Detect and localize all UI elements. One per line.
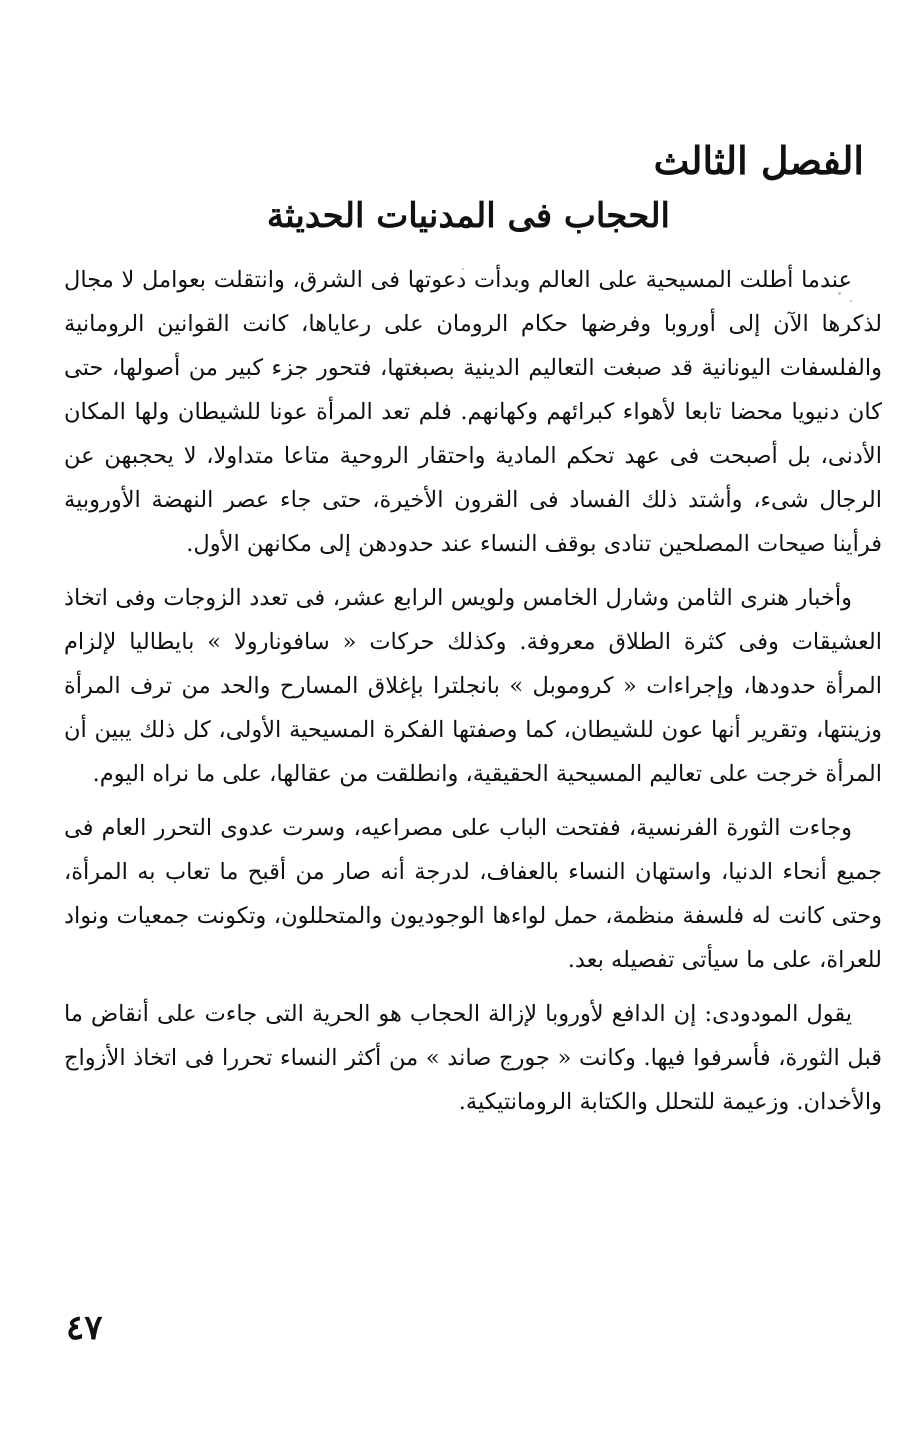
paragraph-4: يقول المودودى: إن الدافع لأوروبا لإزالة الحجاب هو الحرية التى جاءت على أنقاض ما قبل الثورة، فأسرفوا فيها. وكانت « جورج صاند » من أكثر النساء تحررا فى اتخاذ الأزواج والأخدان. وزعيمة للتحلل والكتابة الرومانتيكية. (64, 1001, 882, 1115)
section-title: الحجاب فى المدنيات الحديثة (266, 196, 670, 236)
paragraph-1: عندما أطلت المسيحية على العالم وبدأت دعوتها فى الشرق، وانتقلت بعوامل لا مجال لذكرها الآن إلى أوروبا وفرضها حكام الرومان على رعاياها، كانت القوانين الرومانية والفلسفات اليونانية قد صبغت التعاليم الدينية بصبغتها، فتحور جزء كبير من أصولها، حتى كان دنيويا محضا تابعا لأهواء كبرائهم وكهانهم. فلم تعد المرأة عونا للشيطان ولها المكان الأدنى، بل أصبحت فى عهد تحكم المادية واحتقار الروحية متاعا متداولا، لا يحجبهن عن الرجال شىء، وأشتد ذلك الفساد فى القرون الأخيرة، حتى جاء عصر النهضة الأوروبية فرأينا صيحات المصلحين تنادى بوقف النساء عند حدودهن إلى مكانهن الأول. (64, 267, 882, 557)
paragraph-3: وجاءت الثورة الفرنسية، ففتحت الباب على مصراعيه، وسرت عدوى التحرر العام فى جميع أنحاء الدنيا، واستهان النساء بالعفاف، لدرجة أنه صار من أقبح ما تعاب به المرأة، وحتى كانت له فلسفة منظمة، حمل لواءها الوجوديون والمتحللون، وتكونت جمعيات ونواد للعراة، على ما سيأتى تفصيله بعد. (64, 815, 882, 973)
chapter-title: الفصل الثالث (653, 138, 864, 183)
page-number: ٤٧ (66, 1308, 103, 1348)
paragraph-2: وأخبار هنرى الثامن وشارل الخامس ولويس الرابع عشر، فى تعدد الزوجات وفى اتخاذ العشيقات وفى كثرة الطلاق معروفة. وكذلك حركات « سافونارولا » بايطاليا لإلزام المرأة حدودها، وإجراءات « كروموبل » بانجلترا بإغلاق المسارح والحد من ترف المرأة وزينتها، وتقرير أنها عون للشيطان، كما وصفتها الفكرة المسيحية الأولى، كل ذلك يبين أن المرأة خرجت على تعاليم المسيحية الحقيقية، وانطلقت من عقالها، على ما نراه اليوم. (64, 585, 882, 787)
body-text (64, 258, 882, 1134)
